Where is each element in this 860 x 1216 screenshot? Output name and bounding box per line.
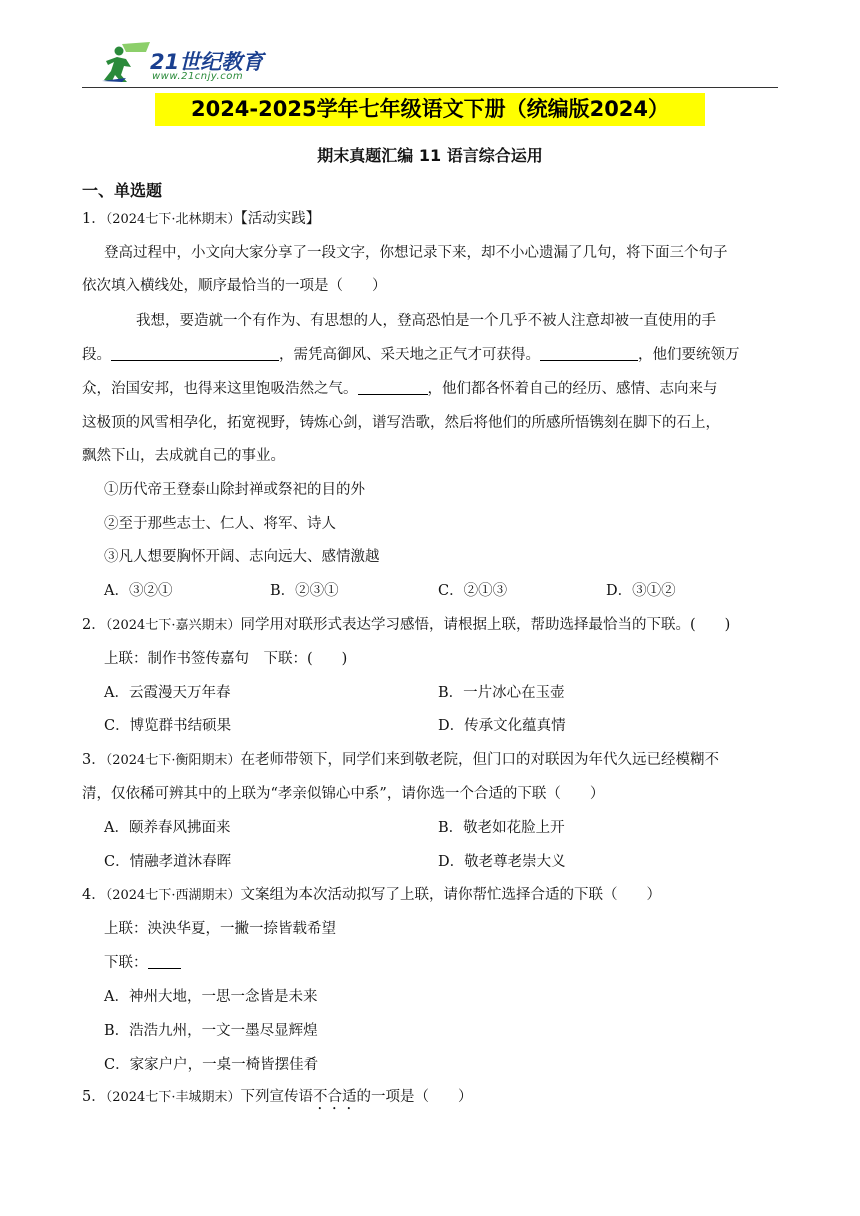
question-source: （2024七下·衡阳期末） [105, 753, 241, 768]
option-a[interactable]: A．神州大地，一思一念皆是未来 [104, 989, 318, 1005]
question-source: （2024七下·北林期末） [105, 212, 241, 227]
question-tag: 【活动实践】 [240, 211, 321, 227]
question-3-header [82, 748, 719, 769]
option-b[interactable]: B．浩浩九州，一文一墨尽显辉煌 [104, 1023, 318, 1039]
passage-text: 段。 [82, 347, 111, 363]
question-2-header [82, 613, 730, 634]
question-number: 2． [82, 617, 106, 633]
option-b[interactable]: B．②③① [270, 583, 339, 599]
passage-line-1: 我想，要造就一个有作为、有思想的人，登高恐怕是一个几乎不被人注意却被一直使用的手 [136, 313, 716, 329]
header-rule [82, 87, 778, 88]
question-1-header [82, 207, 320, 228]
sentence-item-2: ②至于那些志士、仁人、将军、诗人 [104, 516, 336, 532]
page-title: 2024-2025学年七年级语文下册（统编版2024） [190, 97, 670, 121]
section-heading: 一、单选题 [82, 181, 163, 200]
lower-couplet [104, 951, 181, 972]
option-a[interactable]: A．云霞漫天万年春 [104, 685, 231, 701]
question-stem: 同学用对联形式表达学习感悟，请根据上联，帮助选择最恰当的下联。( ) [240, 617, 731, 633]
question-number: 1． [82, 211, 106, 227]
couplet-line: 上联：制作书签传嘉句 下联：( ) [104, 651, 348, 667]
question-stem: 的一项是（ ） [356, 1089, 473, 1105]
option-c[interactable]: C．情融孝道沐春晖 [104, 854, 232, 870]
question-source: （2024七下·嘉兴期末） [105, 618, 241, 633]
question-number: 4． [82, 887, 106, 903]
option-c[interactable]: C．博览群书结硕果 [104, 718, 232, 734]
question-stem: 文案组为本次活动拟写了上联，请你帮忙选择合适的下联（ ） [240, 887, 661, 903]
passage-line-3 [82, 377, 718, 398]
passage-line-4: 这极顶的风雪相孕化，拓宽视野，铸炼心剑，谱写浩歌，然后将他们的所感所悟镌刻在脚下的石上， [82, 415, 720, 431]
upper-couplet: 上联：泱泱华夏，一撇一捺皆载希望 [104, 921, 336, 937]
option-d[interactable]: D．③①② [606, 583, 676, 599]
question-4-header [82, 883, 661, 904]
fill-blank[interactable] [358, 380, 428, 395]
option-b[interactable]: B．敬老如花脸上开 [438, 820, 565, 836]
sentence-item-3: ③凡人想要胸怀开阔、志向远大、感情激越 [104, 549, 380, 565]
question-stem: 下列宣传语 [240, 1089, 313, 1105]
lower-couplet-label: 下联： [104, 955, 148, 971]
question-3-stem-line-2: 清，仅依稀可辨其中的上联为“孝亲似锦心中系”，请你选一个合适的下联（ ） [82, 786, 605, 802]
page-subtitle: 期末真题汇编 11 语言综合运用 [317, 146, 543, 165]
option-d[interactable]: D．敬老尊老崇大义 [438, 854, 566, 870]
running-figure-icon [100, 40, 152, 84]
fill-blank[interactable] [111, 346, 279, 361]
option-c[interactable]: C．家家户户，一桌一椅皆摆佳肴 [104, 1057, 319, 1073]
question-5-header [82, 1085, 472, 1113]
logo-url: www.21cnjy.com [152, 71, 244, 82]
question-source: （2024七下·丰城期末） [105, 1090, 241, 1105]
question-1-stem-line-2: 依次填入横线处，顺序最恰当的一项是（ ） [82, 278, 387, 294]
emphasized-text: 不合适 [312, 1089, 357, 1105]
logo-name: 21世纪教育 [150, 50, 264, 74]
passage-line-2 [82, 343, 740, 364]
logo [100, 40, 280, 86]
question-number: 5． [82, 1089, 106, 1105]
passage-text: 众，治国安邦，也得来这里饱吸浩然之气。 [82, 381, 358, 397]
option-c[interactable]: C．②①③ [438, 583, 508, 599]
passage-text: ，需凭高御风、采天地之正气才可获得。 [279, 347, 540, 363]
passage-text: ，他们要统领万 [638, 347, 740, 363]
option-a[interactable]: A．③②① [104, 583, 173, 599]
option-b[interactable]: B．一片冰心在玉壶 [438, 685, 565, 701]
question-source: （2024七下·西湖期末） [105, 888, 241, 903]
question-1-stem-line-1: 登高过程中，小文向大家分享了一段文字，你想记录下来，却不小心遗漏了几句，将下面三个句子 [104, 245, 728, 261]
passage-line-5: 飘然下山，去成就自己的事业。 [82, 448, 285, 464]
fill-blank[interactable] [540, 346, 638, 361]
fill-blank[interactable] [148, 954, 181, 969]
option-a[interactable]: A．颐养春风拂面来 [104, 820, 231, 836]
question-stem: 在老师带领下，同学们来到敬老院，但门口的对联因为年代久远已经模糊不 [240, 752, 719, 768]
question-number: 3． [82, 752, 106, 768]
sentence-item-1: ①历代帝王登泰山除封禅或祭祀的目的外 [104, 482, 365, 498]
passage-text: ，他们都各怀着自己的经历、感情、志向来与 [427, 381, 718, 397]
option-d[interactable]: D．传承文化蕴真情 [438, 718, 566, 734]
